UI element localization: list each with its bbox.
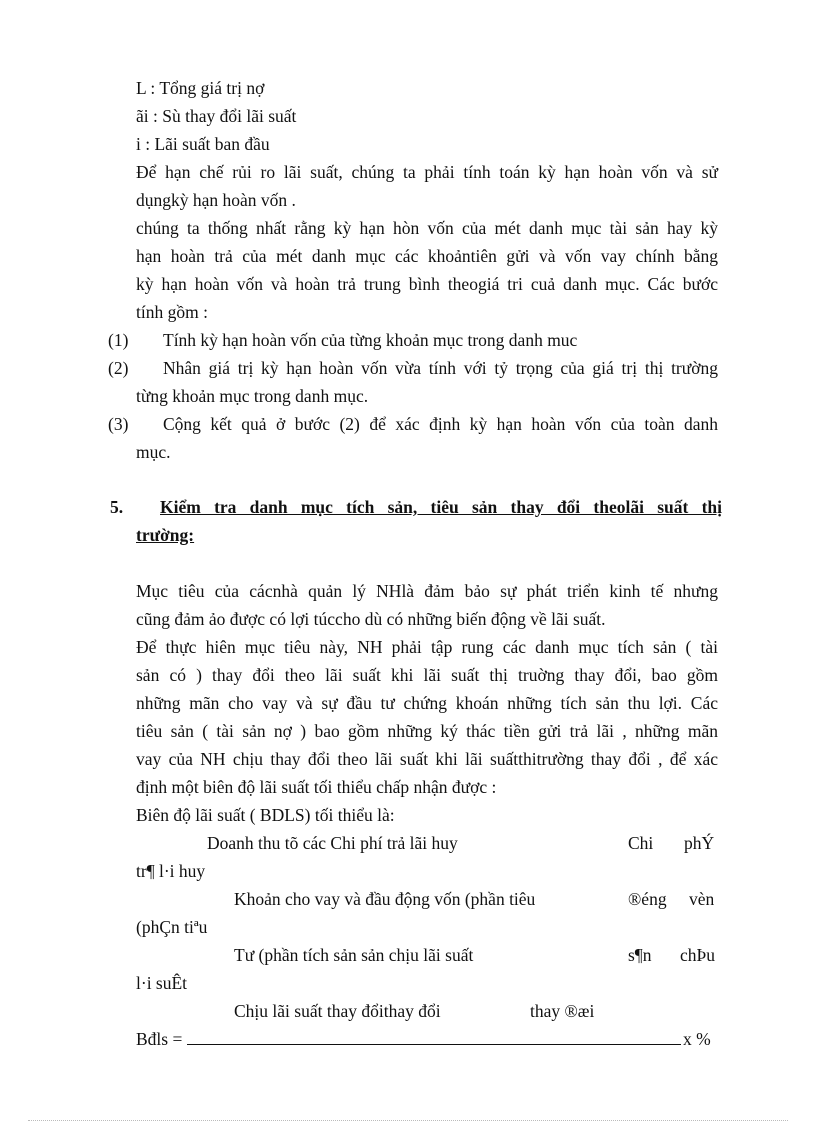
formula-row4-a: thay ®æi [530,1001,595,1021]
step-2-number: (2) [108,358,129,378]
formula-row2-main: Khoản cho vay và đầu động vốn (phần tiêu [234,889,536,909]
definition-delta-i: ãi : Sù thay đổi lãi suất [136,106,297,126]
para4-line3: những mãn cho vay và sự đầu tư chứng khoán những tích sản thu lợi. Các [136,693,718,713]
step-3-number: (3) [108,414,129,434]
formula-tail: x % [683,1029,711,1049]
para1-line2: dụngkỳ hạn hoàn vốn . [136,190,296,210]
para2-line3: kỳ hạn hoàn vốn và hoàn trả trung bình theogiá tri cuả danh mục. Các bước [136,274,718,294]
formula-fraction-line [187,1044,681,1045]
para2-line1: chúng ta thống nhất rằng kỳ hạn hòn vốn của mét danh mục tài sản hay kỳ [136,218,718,238]
step-1-number: (1) [108,330,129,350]
formula-row3-b: chÞu [680,945,715,965]
para4-line2: sản có ) thay đổi theo lãi suất khi lãi suất thị truờng thay đổi, bao gồm [136,665,718,685]
formula-row3-main: Tư (phần tích sản sản chịu lãi suất [234,945,474,965]
formula-label: Bđls = [136,1029,183,1049]
step-2-text-line1: Nhân giá trị kỳ hạn hoàn vốn vừa tính với tỷ trọng của giá trị thị trường [163,358,718,378]
para4-line6: định một biên độ lãi suất tối thiểu chấp nhận được : [136,777,497,797]
para1-line1: Để hạn chế rủi ro lãi suất, chúng ta phải tính toán kỳ hạn hoàn vốn và sử [136,162,718,182]
para3-line1: Mục tiêu của cácnhà quản lý NHlà đảm bảo sự phát triển kinh tế nhưng [136,581,718,601]
formula-row3-wrap: l·i suÊt [136,973,188,993]
para5: Biên độ lãi suất ( BDLS) tối thiểu là: [136,805,395,825]
step-3-text-line2: mục. [136,442,171,462]
step-2-text-line2: từng khoản mục trong danh mục. [136,386,369,406]
para3-line2: cũng đảm ảo được có lợi túccho dù có những biến động về lãi suất. [136,609,606,629]
para4-line5: vay của NH chịu thay đổi theo lãi suất khi lãi suấtthitrường thay đổi , để xác [136,749,718,769]
formula-row1-wrap: tr¶ l·i huy [136,861,206,881]
para2-line4: tính gồm : [136,302,208,322]
definition-l: L : Tổng giá trị nợ [136,78,265,98]
formula-row3-a: s¶n [628,945,652,965]
formula-row1-main: Doanh thu tõ các Chi phí trả lãi huy [207,833,458,853]
section-5-title-line1: Kiểm tra danh mục tích sản, tiêu sản thay đổi theolãi suất thị [160,497,722,517]
definition-i: i : Lãi suất ban đầu [136,134,270,154]
step-1-text: Tính kỳ hạn hoàn vốn của từng khoản mục trong danh muc [163,330,578,350]
step-3-text-line1: Cộng kết quả ở bước (2) để xác định kỳ hạn hoàn vốn của toàn danh [163,414,718,434]
formula-row4-main: Chịu lãi suất thay đổithay đổi [234,1001,441,1021]
formula-row1-b: phÝ [684,833,715,853]
section-5-number: 5. [110,497,124,517]
para4-line4: tiêu sản ( tài sản nợ ) bao gồm những ký thác tiền gửi trả lãi , những mãn [136,721,718,741]
para2-line2: hạn hoàn trả của mét danh mục các khoảntiên gửi và vốn vay chính bằng [136,246,718,266]
formula-row1-a: Chi [628,833,654,853]
formula-row2-a: ®éng [628,889,667,909]
formula-row2-b: vèn [689,889,715,909]
para4-line1: Để thực hiên mục tiêu này, NH phải tập rung các danh mục tích sản ( tài [136,637,718,657]
page-bottom-border [28,1120,788,1121]
formula-row2-wrap: (phÇn tiªu [136,917,208,937]
section-5-title-line2: trường: [136,525,195,545]
